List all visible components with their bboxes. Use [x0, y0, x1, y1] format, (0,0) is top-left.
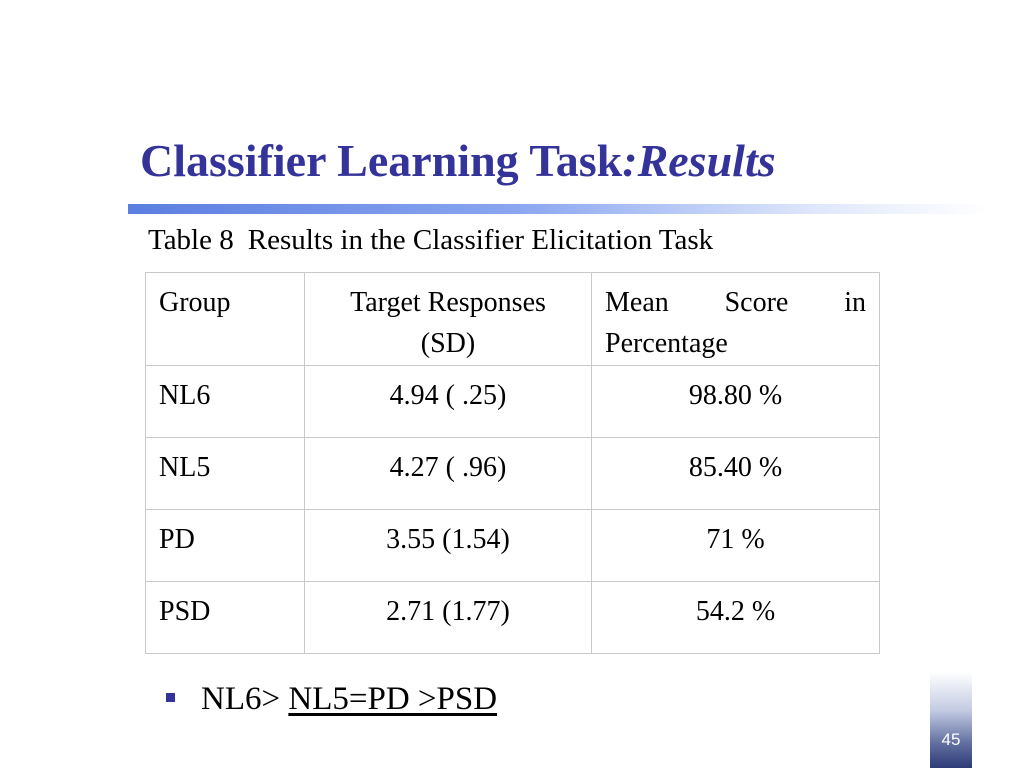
- slide-title: [140, 136, 776, 187]
- cell-mean: 98.80 %: [592, 366, 880, 438]
- table-header-row: [146, 273, 880, 366]
- cell-target: 2.71 (1.77): [305, 582, 592, 654]
- title-underline-rule: [128, 204, 988, 214]
- header-cell-target: [305, 273, 592, 366]
- bullet-underlined-text: NL5=PD >PSD: [288, 681, 498, 717]
- slide-title-main: Classifier Learning Task: [140, 135, 623, 186]
- cell-target: 4.94 ( .25): [305, 366, 592, 438]
- cell-group: PSD: [146, 582, 305, 654]
- table-row: [146, 366, 880, 438]
- table-caption: [148, 223, 713, 258]
- table-caption-text: Results in the Classifier Elicitation Task: [247, 224, 714, 256]
- square-bullet-icon: [166, 693, 175, 702]
- cell-mean: 71 %: [592, 510, 880, 582]
- cell-target: 4.27 ( .96): [305, 438, 592, 510]
- table-caption-label: Table 8: [148, 224, 234, 256]
- page-number: 45: [941, 730, 961, 749]
- table-row: [146, 582, 880, 654]
- cell-group: PD: [146, 510, 305, 582]
- header-target-line1: Target Responses: [350, 287, 546, 318]
- table-row: [146, 510, 880, 582]
- header-cell-mean: Mean Score in Percentage: [592, 273, 880, 366]
- cell-mean: 54.2 %: [592, 582, 880, 654]
- header-cell-group: Group: [146, 273, 305, 366]
- cell-target: 3.55 (1.54): [305, 510, 592, 582]
- bullet-item: [166, 680, 497, 720]
- slide-title-suffix: :Results: [622, 135, 776, 186]
- table-row: [146, 438, 880, 510]
- cell-group: NL6: [146, 366, 305, 438]
- cell-mean: 85.40 %: [592, 438, 880, 510]
- page-number-tab: [930, 672, 972, 768]
- cell-group: NL5: [146, 438, 305, 510]
- bullet-prefix: NL6>: [201, 681, 281, 717]
- results-table: [145, 272, 880, 654]
- header-target-line2: (SD): [420, 327, 476, 359]
